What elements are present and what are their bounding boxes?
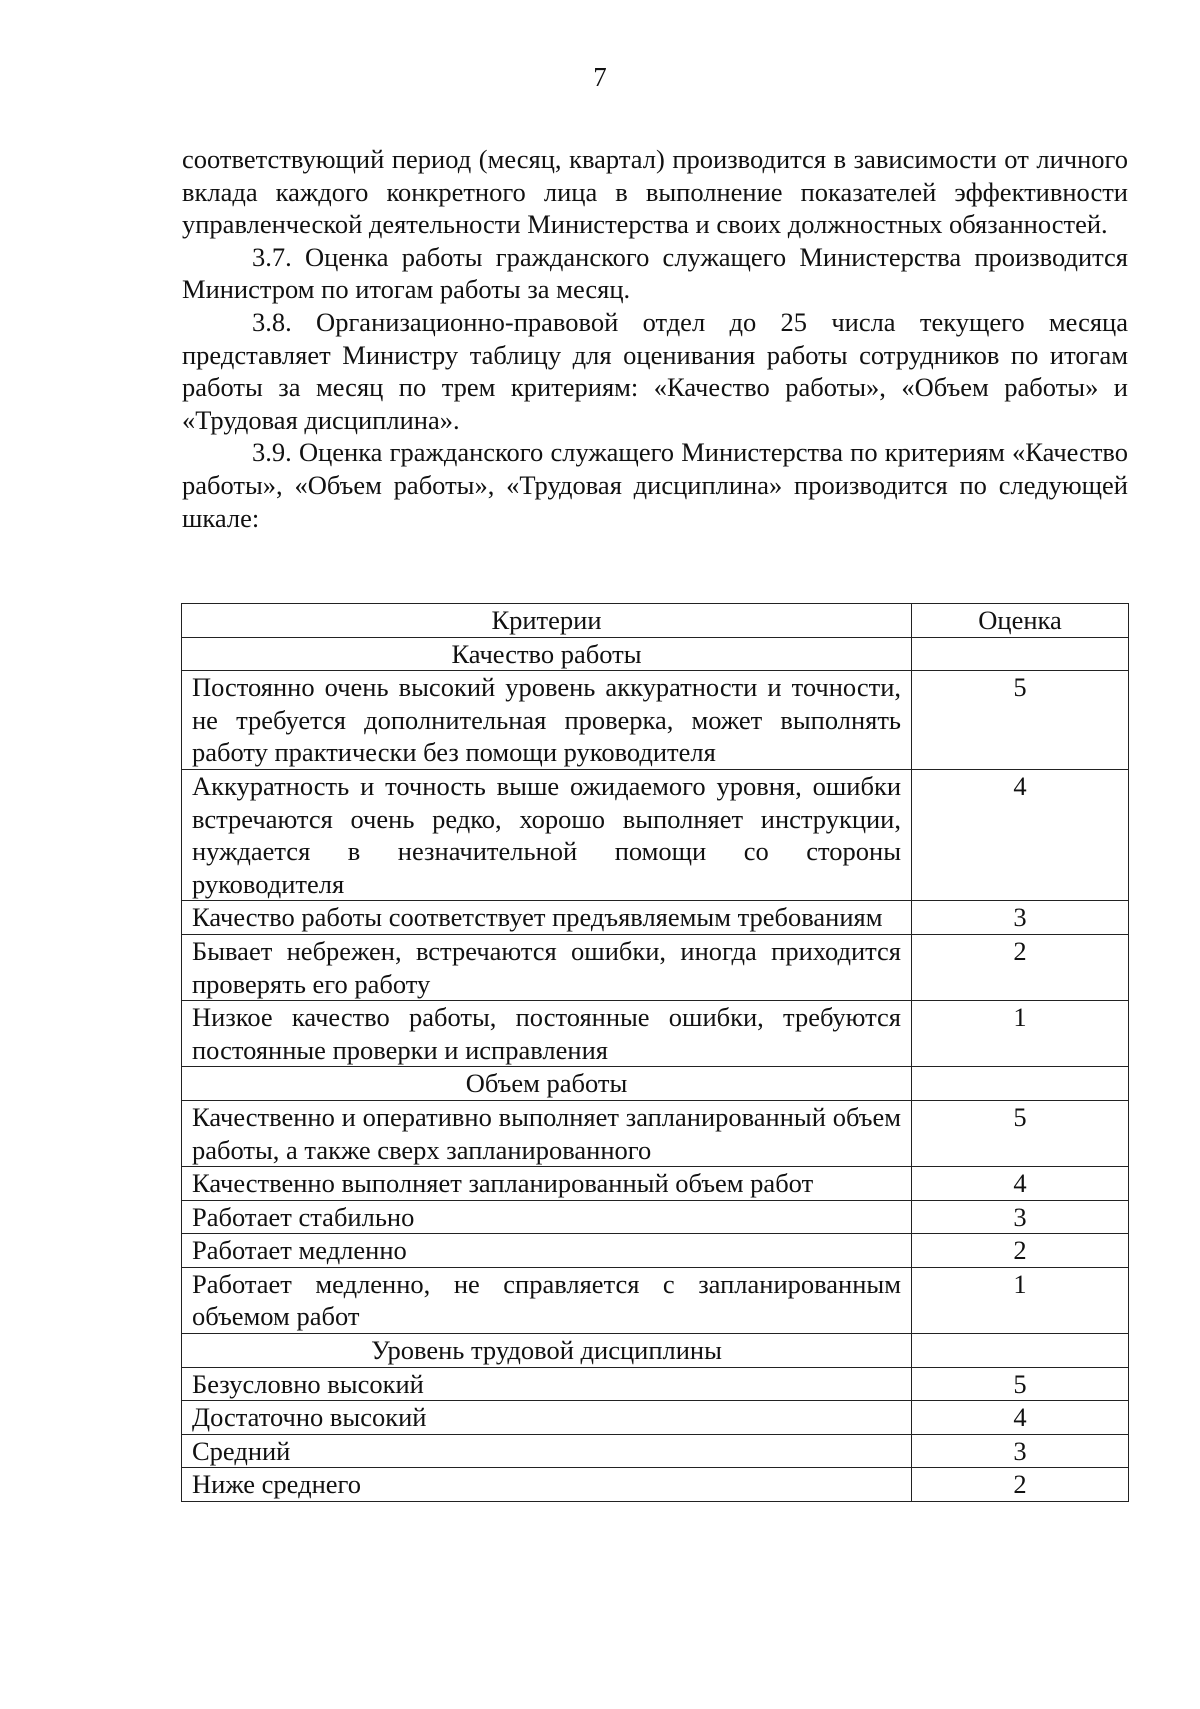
grade-value: 2 [912,1468,1129,1502]
paragraph-continuation: соответствующий период (месяц, квартал) производится в зависимости от личного вклада каждого конкретного лица в выполнение показателей эффективности управленческой деятельности Министерства и своих должностных обязанностей. [182,144,1128,240]
section-grade-empty [912,637,1129,671]
paragraph-3-9: 3.9. Оценка гражданского служащего Министерства по критериям «Качество работы», «Объем работы», «Трудовая дисциплина» производится по следующей шкале: [182,437,1128,533]
table-row [182,1267,1129,1333]
header-grade: Оценка [912,604,1129,638]
table-body [182,604,1129,1502]
criterion-text: Качественно выполняет запланированный объем работ [182,1167,912,1201]
grade-value: 4 [912,1167,1129,1201]
table-row [182,1200,1129,1234]
table-row [182,1367,1129,1401]
section-row [182,637,1129,671]
criterion-text: Достаточно высокий [182,1401,912,1435]
criterion-text: Качественно и оперативно выполняет запланированный объем работы, а также сверх запланированного [182,1100,912,1166]
grade-value: 2 [912,1234,1129,1268]
section-title: Уровень трудовой дисциплины [182,1334,912,1368]
table-row [182,1468,1129,1502]
table-row [182,1234,1129,1268]
section-title: Объем работы [182,1067,912,1101]
grade-value: 3 [912,901,1129,935]
grade-value: 3 [912,1434,1129,1468]
table-row [182,901,1129,935]
grade-value: 4 [912,769,1129,900]
grading-scale-table [181,603,1129,1502]
criterion-text: Работает медленно, не справляется с запланированным объемом работ [182,1267,912,1333]
grade-value: 3 [912,1200,1129,1234]
body-text [182,143,1128,534]
page-number: 7 [593,62,607,92]
header-criteria: Критерии [182,604,912,638]
paragraph-3-8: 3.8. Организационно-правовой отдел до 25 числа текущего месяца представляет Министру таблицу для оценивания работы сотрудников по итогам работы за месяц по трем критериям: «Качество работы», «Объем работы» и «Трудовая дисциплина». [182,306,1128,435]
criterion-text: Безусловно высокий [182,1367,912,1401]
table-row [182,1401,1129,1435]
criterion-text: Аккуратность и точность выше ожидаемого уровня, ошибки встречаются очень редко, хорошо выполняет инструкции, нуждается в незначительной помощи со стороны руководителя [182,769,912,900]
grade-value: 2 [912,934,1129,1000]
criterion-text: Бывает небрежен, встречаются ошибки, иногда приходится проверять его работу [182,934,912,1000]
table-header-row [182,604,1129,638]
criterion-text: Работает стабильно [182,1200,912,1234]
section-row [182,1067,1129,1101]
table-row [182,1167,1129,1201]
grade-value: 5 [912,671,1129,770]
criterion-text: Постоянно очень высокий уровень аккуратности и точности, не требуется дополнительная проверка, может выполнять работу практически без помощи руководителя [182,671,912,770]
table-row [182,769,1129,900]
grade-value: 5 [912,1100,1129,1166]
criterion-text: Работает медленно [182,1234,912,1268]
paragraph-3-7: 3.7. Оценка работы гражданского служащего Министерства производится Министром по итогам работы за месяц. [182,241,1128,305]
grade-value: 4 [912,1401,1129,1435]
table-row [182,671,1129,770]
table-row [182,934,1129,1000]
table-row [182,1001,1129,1067]
table-row [182,1434,1129,1468]
grade-value: 1 [912,1267,1129,1333]
grade-value: 5 [912,1367,1129,1401]
section-grade-empty [912,1334,1129,1368]
criterion-text: Качество работы соответствует предъявляемым требованиям [182,901,912,935]
criterion-text: Ниже среднего [182,1468,912,1502]
section-grade-empty [912,1067,1129,1101]
criterion-text: Средний [182,1434,912,1468]
table-row [182,1100,1129,1166]
criterion-text: Низкое качество работы, постоянные ошибки, требуются постоянные проверки и исправления [182,1001,912,1067]
grade-value: 1 [912,1001,1129,1067]
section-row [182,1334,1129,1368]
section-title: Качество работы [182,637,912,671]
